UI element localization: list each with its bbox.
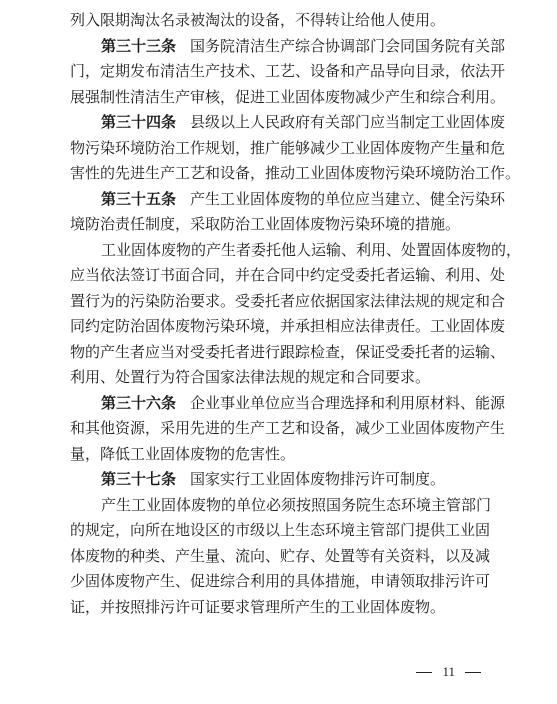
line-text: 产生工业固体废物的单位应当建立、健全污染环 — [190, 189, 506, 208]
line-text: 置行为的污染防治要求。受委托者应依据国家法律法规的规定和合 — [70, 291, 506, 310]
line-text: 物污染环境防治工作规划，推广能够减少工业固体废物产生量和危 — [70, 138, 506, 157]
line-text: 门，定期发布清洁生产技术、工艺、设备和产品导向目录，依法开 — [70, 62, 506, 80]
paragraph — [70, 391, 506, 468]
line-text: 利用、处置行为符合国家法律法规的规定和合同要求。 — [70, 368, 431, 386]
text-line — [70, 187, 506, 213]
paragraph — [70, 467, 490, 493]
paragraph — [70, 34, 506, 111]
text-line — [70, 238, 522, 264]
text-line — [70, 212, 490, 238]
article-number: 第三十七条 — [101, 470, 177, 488]
text-line — [70, 493, 490, 519]
paragraph — [70, 110, 521, 187]
text-line — [70, 467, 490, 493]
text-line — [70, 263, 506, 289]
line-text: 同约定防治固体废物污染环境，并承担相应法律责任。工业固体废 — [70, 317, 506, 335]
dash-right — [465, 672, 481, 673]
article-number: 第三十六条 — [101, 393, 177, 412]
article-number: 第三十四条 — [101, 113, 177, 131]
text-line — [70, 59, 506, 85]
line-text: 的规定，向所在地设区的市级以上生态环境主管部门提供工业固 — [70, 521, 491, 539]
line-text: 列入限期淘汰名录被淘汰的设备，不得转让给他人使用。 — [70, 11, 446, 29]
line-text: 物的产生者应当对受委托者进行跟踪检查，保证受委托者的运输、 — [70, 342, 506, 361]
line-text: 和其他资源，采用先进的生产工艺和设备，减少工业固体废物产生 — [70, 419, 506, 437]
text-line — [70, 314, 506, 340]
line-text: 产生工业固体废物的单位必须按照国务院生态环境主管部门 — [101, 495, 492, 514]
text-line — [70, 161, 521, 187]
text-line — [70, 340, 506, 366]
paragraph — [70, 8, 490, 34]
article-number: 第三十三条 — [101, 36, 177, 55]
text-line — [70, 85, 506, 111]
line-text: 国务院清洁生产综合协调部门会同国务院有关部 — [190, 36, 506, 55]
text-line — [70, 110, 506, 136]
text-line — [70, 518, 490, 544]
line-text: 体废物的种类、产生量、流向、贮存、处置等有关资料，以及减 — [70, 546, 491, 565]
page-footer — [0, 664, 557, 688]
text-line — [70, 569, 490, 595]
text-line — [70, 8, 490, 34]
line-text: 境防治责任制度，采取防治工业固体废物污染环境的措施。 — [70, 215, 461, 233]
text-line — [70, 34, 506, 60]
text-line — [70, 442, 490, 468]
text-line — [70, 365, 490, 391]
line-text: 国家实行工业固体废物排污许可制度。 — [190, 470, 446, 488]
line-text: 少固体废物产生、促进综合利用的具体措施，申请领取排污许可 — [70, 572, 491, 590]
dash-left — [416, 672, 432, 673]
page-number — [416, 664, 481, 680]
paragraph — [70, 238, 522, 391]
line-text: 企业事业单位应当合理选择和利用原材料、能源 — [190, 393, 506, 412]
text-line — [70, 391, 506, 417]
article-number: 第三十五条 — [101, 189, 177, 208]
text-line — [70, 595, 490, 621]
line-text: 县级以上人民政府有关部门应当制定工业固体废 — [190, 113, 506, 131]
text-line — [70, 544, 490, 570]
line-text: 量，降低工业固体废物的危害性。 — [70, 444, 296, 463]
line-text: 工业固体废物的产生者委托他人运输、利用、处置固体废物的， — [101, 240, 522, 259]
line-text: 证，并按照排污许可证要求管理所产生的工业固体废物。 — [70, 597, 446, 616]
line-text: 害性的先进生产工艺和设备，推动工业固体废物污染环境防治工作。 — [70, 164, 521, 182]
page-number-text: 11 — [442, 664, 455, 679]
line-text: 展强制性清洁生产审核，促进工业固体废物减少产生和综合利用。 — [70, 87, 506, 106]
text-line — [70, 136, 506, 162]
document-body — [70, 8, 522, 620]
text-line — [70, 289, 506, 315]
paragraph — [70, 493, 490, 621]
paragraph — [70, 187, 506, 238]
line-text: 应当依法签订书面合同，并在合同中约定受委托者运输、利用、处 — [70, 266, 506, 284]
text-line — [70, 416, 506, 442]
